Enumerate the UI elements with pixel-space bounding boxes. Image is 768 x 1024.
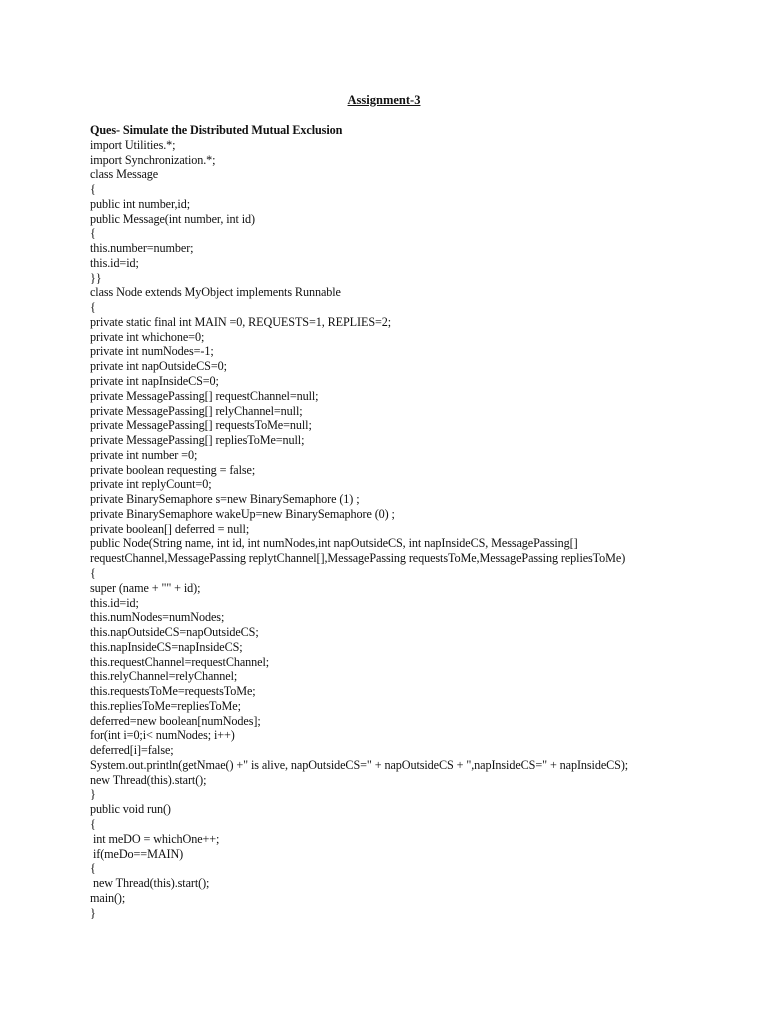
code-line: {	[90, 226, 96, 241]
code-line: super (name + "" + id);	[90, 580, 201, 595]
code-line: private int napInsideCS=0;	[90, 374, 219, 389]
code-line: this.napOutsideCS=napOutsideCS;	[90, 625, 259, 640]
code-line: private BinarySemaphore wakeUp=new BinarySemaphore (0) ;	[90, 506, 395, 521]
code-line: private MessagePassing[] repliesToMe=null;	[90, 433, 305, 448]
code-line: private boolean requesting = false;	[90, 462, 256, 477]
code-line: private static final int MAIN =0, REQUESTS=1, REPLIES=2;	[90, 314, 392, 329]
code-line: {	[90, 300, 96, 315]
code-line: this.requestChannel=requestChannel;	[90, 654, 270, 669]
code-line: {	[90, 182, 96, 197]
code-line: for(int i=0;i< numNodes; i++)	[90, 728, 235, 743]
code-lines	[90, 138, 750, 921]
code-line: class Message	[90, 167, 159, 182]
code-line: private boolean[] deferred = null;	[90, 521, 250, 536]
code-line: {	[90, 861, 96, 876]
code-listing	[90, 123, 750, 920]
code-line: this.requestsToMe=requestsToMe;	[90, 684, 256, 699]
code-line: private int numNodes=-1;	[90, 344, 214, 359]
code-line: this.relyChannel=relyChannel;	[90, 669, 238, 684]
code-line: System.out.println(getNmae() +" is alive, napOutsideCS=" + napOutsideCS + ",napInsideCS=" + napInsideCS);	[90, 757, 629, 772]
code-line: class Node extends MyObject implements Runnable	[90, 285, 341, 300]
code-line: this.numNodes=numNodes;	[90, 610, 225, 625]
code-line: {	[90, 816, 96, 831]
code-line: private int number =0;	[90, 447, 198, 462]
code-line: public void run()	[90, 802, 171, 817]
code-line: new Thread(this).start();	[90, 876, 210, 891]
code-line: deferred[i]=false;	[90, 743, 174, 758]
code-line: private MessagePassing[] relyChannel=null;	[90, 403, 303, 418]
code-line: import Utilities.*;	[90, 137, 176, 152]
code-line: this.id=id;	[90, 595, 139, 610]
code-line: private BinarySemaphore s=new BinarySemaphore (1) ;	[90, 492, 360, 507]
code-line: public Message(int number, int id)	[90, 211, 256, 226]
code-line: requestChannel,MessagePassing replytChannel[],MessagePassing requestsToMe,MessagePassing repliesToMe)	[90, 551, 626, 566]
document-title: Assignment-3	[347, 93, 421, 107]
code-line: private MessagePassing[] requestsToMe=null;	[90, 418, 312, 433]
code-line: }}	[90, 270, 102, 285]
code-line: new Thread(this).start();	[90, 772, 207, 787]
code-line: private int replyCount=0;	[90, 477, 212, 492]
code-line: this.number=number;	[90, 241, 194, 256]
code-line: {	[90, 565, 96, 580]
code-line: public Node(String name, int id, int numNodes,int napOutsideCS, int napInsideCS, MessagePassing[]	[90, 536, 578, 551]
code-line: if(meDo==MAIN)	[90, 846, 184, 861]
code-line: int meDO = whichOne++;	[90, 831, 220, 846]
question-heading: Ques- Simulate the Distributed Mutual Exclusion	[90, 123, 343, 137]
code-line: }	[90, 905, 96, 920]
code-line: main();	[90, 890, 126, 905]
code-line: }	[90, 787, 96, 802]
code-line: this.id=id;	[90, 255, 139, 270]
code-line: import Synchronization.*;	[90, 152, 216, 167]
code-line: this.repliesToMe=repliesToMe;	[90, 698, 241, 713]
code-line: this.napInsideCS=napInsideCS;	[90, 639, 243, 654]
code-line: public int number,id;	[90, 196, 190, 211]
code-line: private int whichone=0;	[90, 329, 205, 344]
code-line: private MessagePassing[] requestChannel=null;	[90, 388, 319, 403]
code-line: private int napOutsideCS=0;	[90, 359, 227, 374]
code-line: deferred=new boolean[numNodes];	[90, 713, 261, 728]
